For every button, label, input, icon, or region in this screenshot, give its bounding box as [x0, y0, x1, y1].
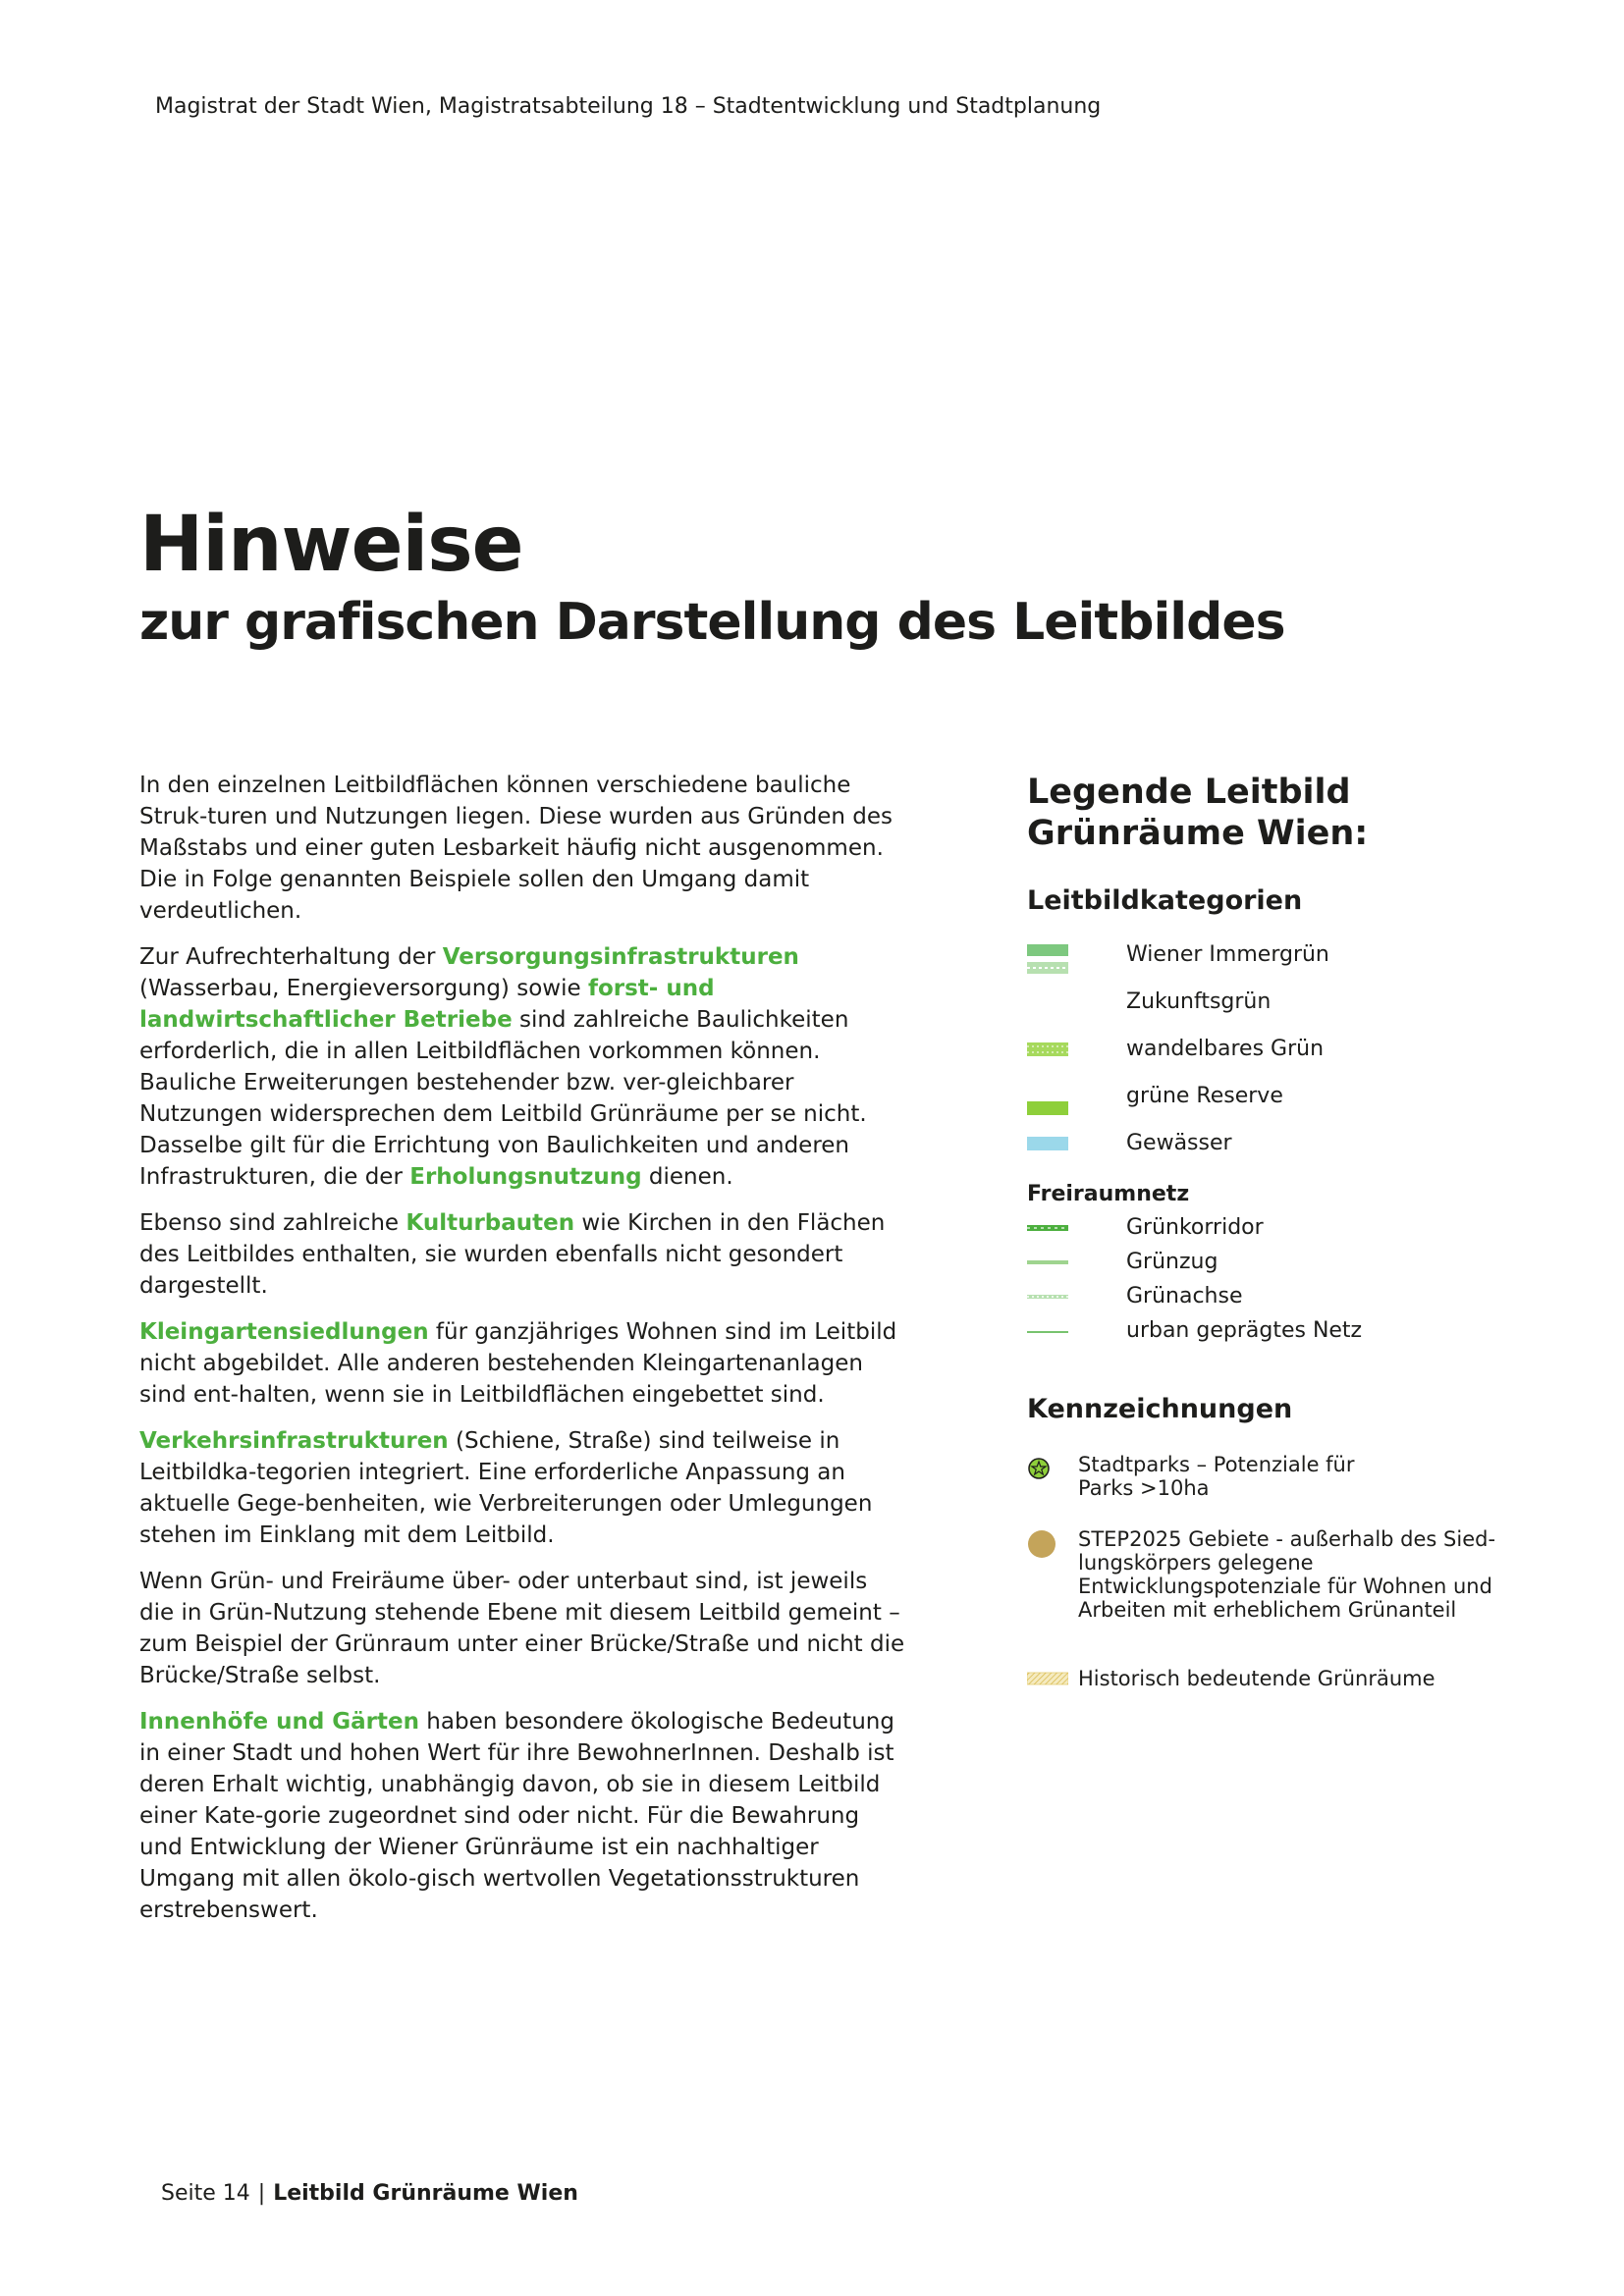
- historic-hatch-icon: [1027, 1669, 1068, 1688]
- wandelbar-swatch-icon: [1027, 1035, 1068, 1064]
- highlight-innenhoefe: Innenhöfe und Gärten: [139, 1709, 419, 1735]
- highlight-versorgung: Versorgungsinfrastrukturen: [442, 944, 799, 970]
- highlight-betriebe: forst- und landwirtschaftlicher Betriebe: [139, 976, 715, 1033]
- legend-item-reserve: grüne Reserve: [1027, 1082, 1577, 1111]
- legend-item-wandelbar: wandelbares Grün: [1027, 1035, 1577, 1064]
- highlight-verkehr: Verkehrsinfrastrukturen: [139, 1428, 449, 1454]
- legend-item-gruenkorridor: Grünkorridor: [1027, 1213, 1577, 1243]
- page-subtitle: zur grafischen Darstellung des Leitbildes: [139, 593, 1285, 652]
- step2025-circle-icon: [1027, 1529, 1056, 1559]
- legend-item-gewaesser: Gewässer: [1027, 1129, 1577, 1158]
- reserve-swatch-icon: [1027, 1082, 1068, 1121]
- legend-categories-heading: Leitbildkategorien: [1027, 885, 1303, 916]
- paragraph-gardens: Kleingartensiedlungen für ganzjähriges Wohnen sind im Leitbild nicht abgebildet. Alle anderen bestehenden Kleingartenanlagen sind ent-halten, wenn sie in Leitbildflächen eingebettet sind.: [139, 1319, 897, 1408]
- immergruen-swatch-icon: [1027, 940, 1068, 976]
- legend-item-urban: urban geprägtes Netz: [1027, 1316, 1577, 1346]
- gruenkorridor-line-icon: [1027, 1213, 1068, 1243]
- legend-item-immergruen: Wiener Immergrün: [1027, 940, 1577, 970]
- document-title: Leitbild Grünräume Wien: [273, 2181, 578, 2206]
- highlight-erholung: Erholungsnutzung: [409, 1164, 642, 1190]
- gruenzug-line-icon: [1027, 1248, 1068, 1277]
- paragraph-traffic: Verkehrsinfrastrukturen (Schiene, Straße) sind teilweise in Leitbildka-tegorien integriert. Eine erforderliche Anpassung an aktuelle Gege-benheiten, wie Verbreiterungen oder Umlegungen stehen im Einklang mit dem Leitbild.: [139, 1428, 873, 1548]
- gewaesser-swatch-icon: [1027, 1129, 1068, 1158]
- legend: Legende Leitbild Grünräume Wien: Leitbildkategorien Wiener Immergrün Zukunftsgrün wandelbares Grün grüne Reserve Gewässer Freiraumnetz Grünkorridor Grünzug Grünachse urban geprägtes Netz Kennzeichnungen Stadtparks – Potenziale für Parks >10ha STEP2025 Gebiete - außerhalb des Sied-lungskörpers gelegene Entwicklungspotenziale für Wohnen und Arbeiten mit erheblichem Grünanteil Historisch bedeutende Grünräume: [1027, 772, 1577, 854]
- paragraph-culture: Ebenso sind zahlreiche Kulturbauten wie Kirchen in den Flächen des Leitbildes enthalten, sie wurden ebenfalls nicht gesondert dargestellt.: [139, 1210, 886, 1299]
- legend-item-gruenzug: Grünzug: [1027, 1248, 1577, 1277]
- paragraph-courtyards: Innenhöfe und Gärten haben besondere ökologische Bedeutung in einer Stadt und hohen Wert für ihre BewohnerInnen. Deshalb ist deren Erhalt wichtig, unabhängig davon, ob sie in diesem Leitbild einer Kate-gorie zugeordnet sind oder nicht. Für die Bewahrung und Entwicklung der Wiener Grünräume ist ein nachhaltiger Umgang mit allen ökolo-gisch wertvollen Vegetationsstrukturen erstrebenswert.: [139, 1709, 894, 1923]
- legend-marks-heading: Kennzeichnungen: [1027, 1394, 1293, 1424]
- paragraph-overbuilt: Wenn Grün- und Freiräume über- oder unterbaut sind, ist jeweils die in Grün-Nutzung stehende Ebene mit diesem Leitbild gemeint – zum Beispiel der Grünraum unter einer Brücke/Straße und nicht die Brücke/Straße selbst.: [139, 1569, 905, 1688]
- page-footer: [161, 2181, 578, 2206]
- page-header: Magistrat der Stadt Wien, Magistratsabteilung 18 – Stadtentwicklung und Stadtplanung: [155, 94, 1102, 119]
- legend-title: Legende Leitbild Grünräume Wien:: [1027, 773, 1369, 853]
- gruenachse-line-icon: [1027, 1282, 1068, 1311]
- urban-line-icon: [1027, 1316, 1068, 1346]
- highlight-kultur: Kulturbauten: [406, 1210, 575, 1236]
- page-title: Hinweise: [139, 501, 523, 589]
- legend-item-zukunftsgruen: Zukunftsgrün: [1126, 989, 1272, 1014]
- paragraph-infrastructure: Zur Aufrechterhaltung der Versorgungsinfrastrukturen (Wasserbau, Energieversorgung) sowie forst- und landwirtschaftlicher Betriebe sind zahlreiche Baulichkeiten erforderlich, die in allen Leitbildflächen vorkommen können. Bauliche Erweiterungen bestehender bzw. ver-gleichbarer Nutzungen widersprechen dem Leitbild Grünräume per se nicht. Dasselbe gilt für die Errichtung von Baulichkeiten und anderen Infrastrukturen, die der Erholungsnutzung dienen.: [139, 944, 867, 1190]
- legend-item-gruenachse: Grünachse: [1027, 1282, 1577, 1311]
- footer-separator: |: [257, 2181, 266, 2206]
- highlight-kleingarten: Kleingartensiedlungen: [139, 1319, 429, 1345]
- park-star-icon: [1027, 1457, 1051, 1480]
- body-text: [139, 770, 905, 1941]
- page-number: Seite 14: [161, 2181, 250, 2206]
- paragraph-intro: In den einzelnen Leitbildflächen können verschiedene bauliche Struk-turen und Nutzungen liegen. Diese wurden aus Gründen des Maßstabs und einer guten Lesbarkeit häufig nicht ausgenommen. Die in Folge genannten Beispiele sollen den Umgang damit verdeutlichen.: [139, 773, 893, 924]
- legend-network-heading: Freiraumnetz: [1027, 1182, 1190, 1206]
